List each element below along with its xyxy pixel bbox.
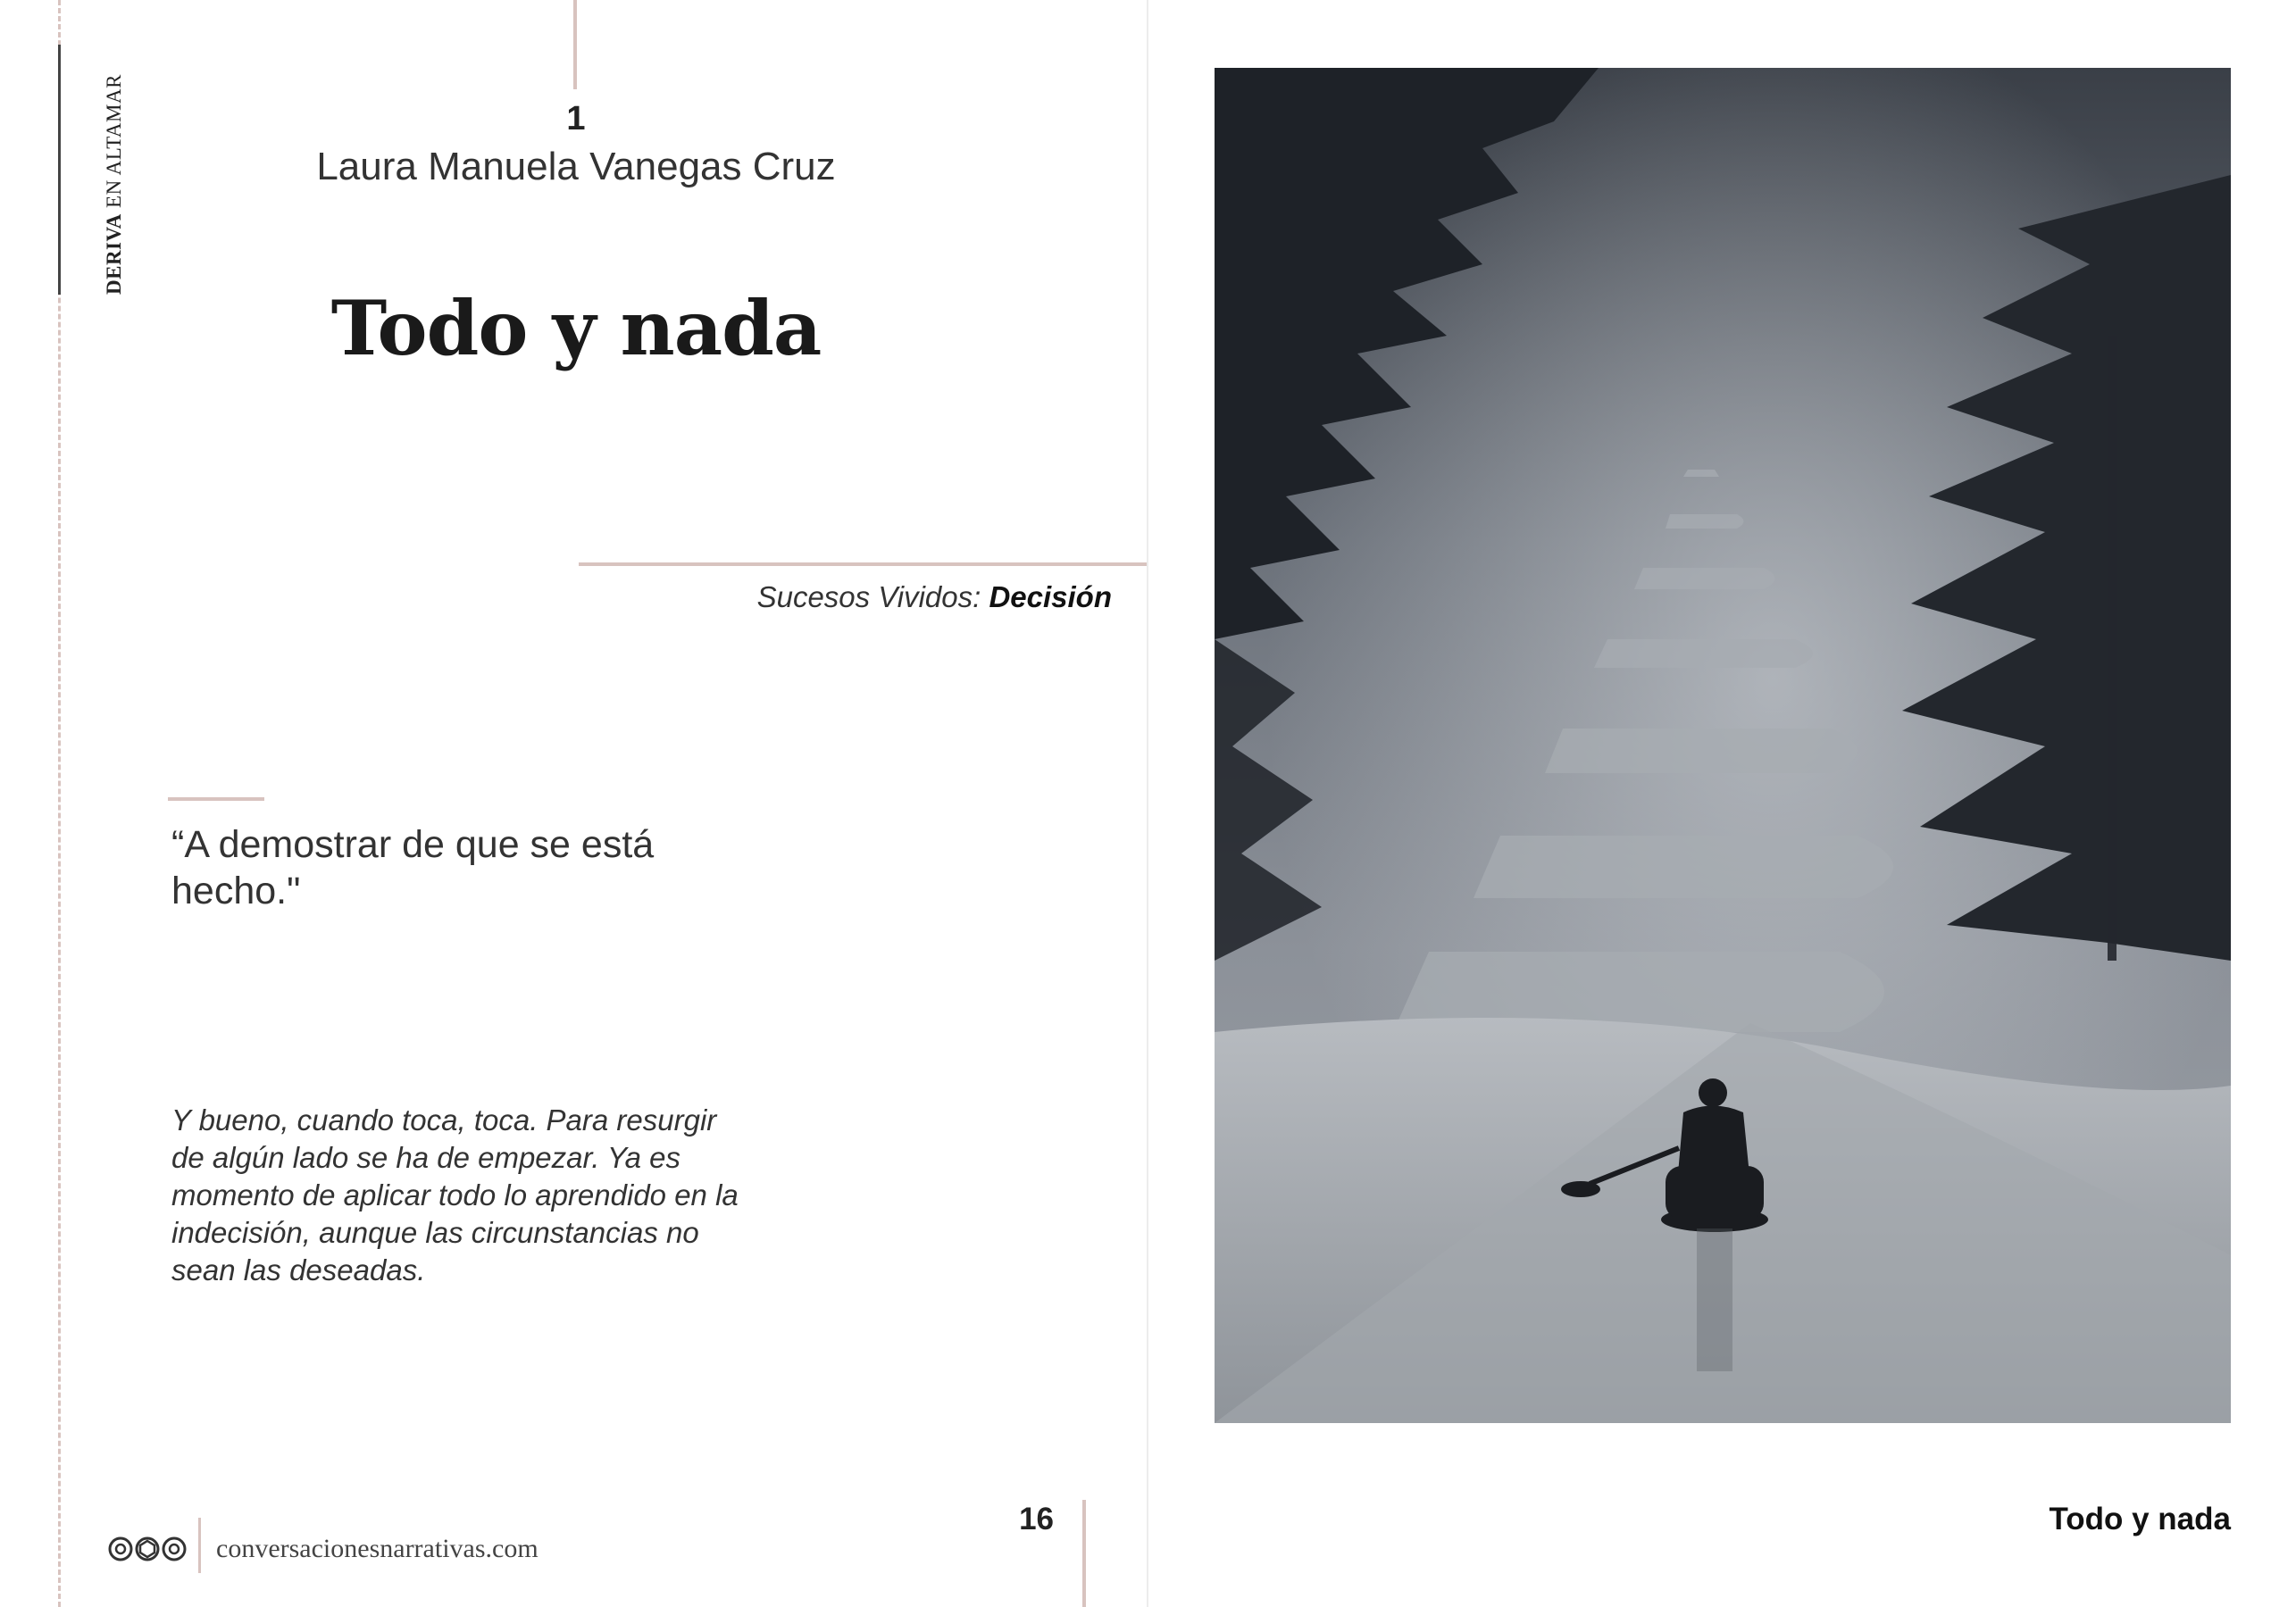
margin-solid-bar	[58, 45, 61, 295]
top-vertical-rule	[573, 0, 577, 89]
section-label: Sucesos Vividos:	[756, 580, 981, 613]
chapter-title: Todo y nada	[330, 284, 822, 372]
section-rule	[579, 562, 1147, 566]
page-number: 16	[1019, 1502, 1054, 1536]
running-head	[103, 74, 126, 295]
author-name: Laura Manuela Vanegas Cruz	[316, 145, 836, 188]
body-paragraph: Y bueno, cuando toca, toca. Para resurgir de algún lado se ha de empezar. Ya es momento de aplicar todo lo aprendido en la indecisión, aunque las circunstancias no sean las deseadas.	[171, 1103, 739, 1286]
chapter-illustration-photo	[1215, 68, 2231, 1423]
footer-vertical-rule	[1082, 1500, 1086, 1607]
section-value: Decisión	[989, 580, 1112, 613]
footer-website-link[interactable]: conversacionesnarrativas.com	[216, 1534, 539, 1563]
chapter-number: 1	[566, 100, 586, 137]
running-head-bold: DERIVA	[103, 213, 125, 295]
pull-quote: “A demostrar de que se está hecho."	[171, 823, 655, 912]
footer-running-title: Todo y nada	[2049, 1502, 2231, 1536]
page-gutter	[1147, 0, 1148, 1607]
running-head-rest: EN ALTAMAR	[103, 74, 125, 214]
footer-separator	[198, 1518, 201, 1573]
quote-rule	[168, 797, 264, 801]
photo-canoe-misty-stairs-icon	[1215, 68, 2231, 1423]
section-tag	[607, 580, 1112, 614]
creative-commons-icon	[107, 1532, 188, 1566]
